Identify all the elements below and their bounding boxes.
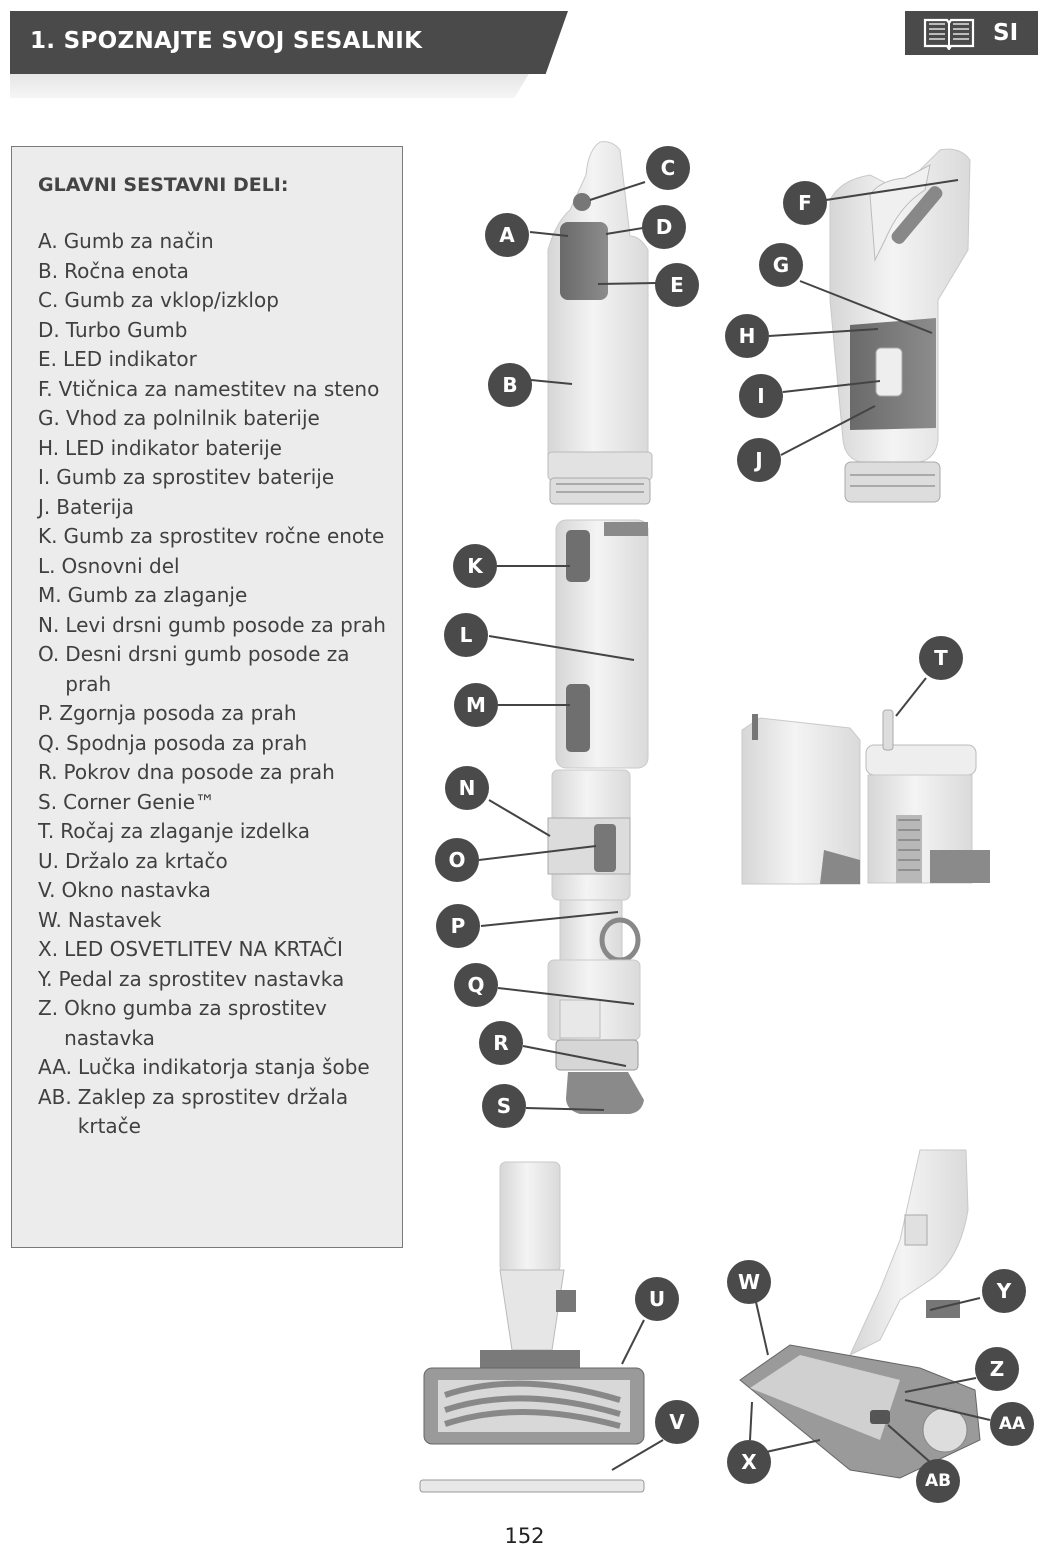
item-letter: Q.: [38, 730, 61, 755]
svg-text:B: B: [502, 373, 518, 397]
item-letter: K.: [38, 524, 58, 548]
item-letter: I.: [38, 465, 51, 489]
svg-text:E: E: [670, 273, 684, 297]
item-label: Vtičnica za namestitev na steno: [58, 376, 380, 401]
item-letter: Y.: [38, 966, 53, 991]
item-label: Okno nastavka: [61, 878, 211, 902]
item-letter: C.: [38, 288, 59, 312]
callout-j: [737, 438, 781, 482]
item-letter: A.: [38, 229, 58, 253]
svg-text:Y: Y: [996, 1279, 1012, 1303]
svg-text:X: X: [741, 1450, 757, 1474]
item-label: Vhod za polnilnik baterije: [65, 406, 320, 430]
item-label: Spodnja posoda za prah: [66, 730, 308, 755]
svg-text:Q: Q: [467, 973, 485, 997]
svg-text:C: C: [660, 156, 676, 180]
item-label: Ročna enota: [64, 258, 189, 283]
callout-ab: [916, 1459, 960, 1503]
item-letter: L.: [38, 553, 56, 578]
item-label: LED indikator baterije: [65, 435, 282, 460]
svg-text:V: V: [669, 1410, 685, 1434]
callout-s: [482, 1084, 526, 1128]
callout-u: [635, 1277, 679, 1321]
callout-h: [725, 314, 769, 358]
callout-k: [453, 544, 497, 588]
svg-text:L: L: [459, 623, 473, 647]
item-label: Levi drsni gumb posode za prah: [65, 612, 386, 637]
item-label: Osnovni del: [61, 553, 180, 578]
callout-i: [739, 374, 783, 418]
callout-t: [919, 636, 963, 680]
item-label: Nastavek: [67, 907, 162, 932]
item-letter: M.: [38, 583, 62, 607]
handheld-unit-rear: [830, 149, 970, 502]
callout-e: [655, 263, 699, 307]
item-label: Gumb za zlaganje: [67, 583, 248, 607]
svg-text:P: P: [450, 914, 466, 938]
svg-text:N: N: [458, 776, 476, 800]
item-label: Baterija: [56, 494, 134, 519]
svg-text:I: I: [757, 384, 765, 408]
svg-text:S: S: [496, 1094, 512, 1118]
item-letter: F.: [38, 376, 53, 401]
floor-nozzle-front: [420, 1162, 644, 1492]
item-letter: Z.: [38, 996, 59, 1020]
item-letter: U.: [38, 848, 59, 873]
item-label: Gumb za sprostitev ročne enote: [63, 524, 385, 548]
svg-text:W: W: [737, 1270, 761, 1294]
item-label: Zaklep za sprostitev držala krtače: [77, 1084, 349, 1138]
svg-text:G: G: [772, 253, 790, 277]
main-body: [548, 520, 648, 1114]
svg-text:F: F: [798, 191, 812, 215]
svg-text:M: M: [466, 693, 486, 717]
svg-text:O: O: [448, 848, 466, 872]
svg-text:D: D: [655, 215, 673, 239]
page-number: 152: [504, 1524, 545, 1548]
callout-f: [783, 181, 827, 225]
callout-o: [435, 838, 479, 882]
item-label: LED OSVETLITEV NA KRTAČI: [64, 937, 343, 961]
svg-text:K: K: [467, 554, 483, 578]
callout-m: [454, 683, 498, 727]
item-letter: J.: [38, 494, 51, 519]
item-letter: T.: [38, 819, 55, 843]
item-label: Gumb za sprostitev baterije: [56, 465, 335, 489]
callout-v: [655, 1400, 699, 1444]
item-label: Okno gumba za sprostitev nastavka: [64, 996, 327, 1050]
callout-n: [445, 766, 489, 810]
callout-a: [485, 213, 529, 257]
callout-d: [642, 205, 686, 249]
item-letter: B.: [38, 258, 59, 283]
item-label: Turbo Gumb: [65, 317, 188, 342]
item-letter: P.: [38, 701, 54, 725]
item-letter: H.: [38, 435, 60, 460]
language-code: SI: [993, 20, 1019, 46]
svg-text:H: H: [738, 324, 756, 348]
svg-text:R: R: [493, 1031, 509, 1055]
item-label: Corner Genie™: [63, 789, 216, 814]
item-letter: S.: [38, 789, 58, 814]
item-label: Lučka indikatorja stanja šobe: [77, 1055, 370, 1079]
callout-y: [982, 1269, 1026, 1313]
parts-heading: GLAVNI SESTAVNI DELI:: [38, 174, 289, 196]
callout-r: [479, 1021, 523, 1065]
item-letter: D.: [38, 317, 60, 342]
callout-p: [436, 904, 480, 948]
item-letter: R.: [38, 760, 58, 784]
callout-b: [488, 363, 532, 407]
callout-aa: [990, 1402, 1034, 1446]
item-label: Desni drsni gumb posode za prah: [65, 642, 350, 696]
page-title: 1. SPOZNAJTE SVOJ SESALNIK: [30, 28, 423, 54]
item-label: Zgornja posoda za prah: [59, 701, 297, 725]
item-letter: W.: [38, 907, 62, 932]
item-letter: E.: [38, 347, 57, 371]
item-letter: V.: [38, 878, 56, 902]
svg-text:Z: Z: [989, 1357, 1005, 1381]
item-label: Ročaj za zlaganje izdelka: [60, 819, 310, 843]
item-letter: X.: [38, 937, 59, 961]
item-label: Pedal za sprostitev nastavka: [58, 966, 345, 991]
svg-text:AB: AB: [924, 1471, 952, 1491]
svg-text:T: T: [934, 646, 948, 670]
item-label: Držalo za krtačo: [65, 848, 228, 873]
callout-w: [727, 1260, 771, 1304]
item-letter: AA.: [38, 1055, 72, 1079]
item-label: Pokrov dna posode za prah: [63, 760, 335, 784]
svg-text:J: J: [755, 448, 763, 472]
item-label: Gumb za vklop/izklop: [64, 288, 279, 312]
svg-text:AA: AA: [998, 1414, 1026, 1434]
callout-z: [975, 1347, 1019, 1391]
item-label: LED indikator: [63, 347, 197, 371]
item-letter: O.: [38, 642, 60, 666]
callout-q: [454, 963, 498, 1007]
svg-text:U: U: [648, 1287, 666, 1311]
callout-c: [646, 146, 690, 190]
callout-x: [727, 1440, 771, 1484]
folding-handle-view: [742, 710, 990, 884]
item-letter: N.: [38, 612, 60, 637]
item-letter: AB.: [38, 1084, 72, 1109]
callout-l: [444, 613, 488, 657]
item-label: Gumb za način: [63, 229, 214, 253]
item-letter: G.: [38, 406, 60, 430]
floor-nozzle-angled: [737, 1150, 980, 1478]
svg-text:A: A: [499, 223, 515, 247]
callout-g: [759, 243, 803, 287]
